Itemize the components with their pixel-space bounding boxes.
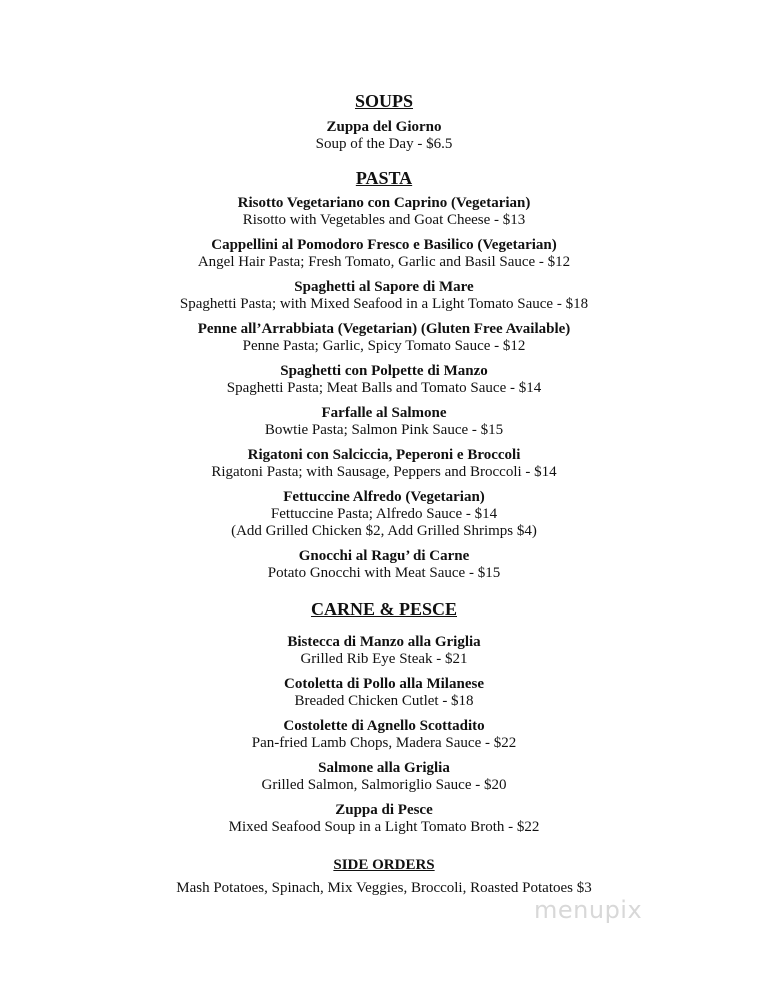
section-title-side-orders: SIDE ORDERS	[333, 857, 435, 873]
menu-item-name: Gnocchi al Ragu’ di Carne	[298, 548, 470, 564]
menu-item-description: Rigatoni Pasta; with Sausage, Peppers and Broccoli - $14	[211, 464, 557, 480]
menu-item-name: Spaghetti con Polpette di Manzo	[280, 363, 488, 379]
menu-item-description: Bowtie Pasta; Salmon Pink Sauce - $15	[264, 422, 504, 438]
menu-item-description: Grilled Rib Eye Steak - $21	[300, 651, 468, 667]
menu-item-name: Bistecca di Manzo alla Griglia	[287, 634, 481, 650]
menu-item-description: Grilled Salmon, Salmoriglio Sauce - $20	[261, 777, 507, 793]
menu-item-name: Rigatoni con Salciccia, Peperoni e Broccoli	[247, 447, 521, 463]
menu-item-description: Fettuccine Pasta; Alfredo Sauce - $14	[270, 506, 498, 522]
menu-item-name: Farfalle al Salmone	[321, 405, 447, 421]
menu-item-name: Costolette di Agnello Scottadito	[283, 718, 485, 734]
menu-item-description: Spaghetti Pasta; Meat Balls and Tomato Sauce - $14	[226, 380, 542, 396]
menu-item-description: Penne Pasta; Garlic, Spicy Tomato Sauce - $12	[242, 338, 526, 354]
menu-item-name: Fettuccine Alfredo (Vegetarian)	[283, 489, 485, 505]
menu-item-description: Spaghetti Pasta; with Mixed Seafood in a Light Tomato Sauce - $18	[179, 296, 589, 312]
menu-item-description: Angel Hair Pasta; Fresh Tomato, Garlic and Basil Sauce - $12	[197, 254, 571, 270]
menu-item-name: Penne all’Arrabbiata (Vegetarian) (Gluten Free Available)	[197, 321, 571, 337]
section-title-soups: SOUPS	[354, 91, 414, 111]
menu-item-name: Spaghetti al Sapore di Mare	[294, 279, 474, 295]
menu-item-name: Zuppa del Giorno	[326, 119, 442, 135]
menu-item-description: Breaded Chicken Cutlet - $18	[294, 693, 474, 709]
menu-item-description: Potato Gnocchi with Meat Sauce - $15	[267, 565, 501, 581]
menu-item-description: Soup of the Day - $6.5	[315, 136, 453, 152]
menu-item-addon-note: (Add Grilled Chicken $2, Add Grilled Shrimps $4)	[231, 523, 537, 539]
menu-item-name: Cotoletta di Pollo alla Milanese	[284, 676, 484, 692]
menu-item-name: Salmone alla Griglia	[318, 760, 450, 776]
menu-item-description: Risotto with Vegetables and Goat Cheese - $13	[242, 212, 526, 228]
menu-item-name: Zuppa di Pesce	[335, 802, 433, 818]
menupix-watermark: menupix	[534, 896, 643, 924]
menu-item-description: Pan-fried Lamb Chops, Madera Sauce - $22	[251, 735, 517, 751]
section-title-pasta: PASTA	[355, 168, 413, 188]
side-orders-list: Mash Potatoes, Spinach, Mix Veggies, Broccoli, Roasted Potatoes $3	[176, 880, 592, 896]
menu-item-description: Mixed Seafood Soup in a Light Tomato Broth - $22	[228, 819, 540, 835]
section-title-carne-pesce: CARNE & PESCE	[310, 599, 457, 619]
menu-item-name: Cappellini al Pomodoro Fresco e Basilico (Vegetarian)	[211, 237, 557, 253]
menu-item-name: Risotto Vegetariano con Caprino (Vegetarian)	[237, 195, 531, 211]
